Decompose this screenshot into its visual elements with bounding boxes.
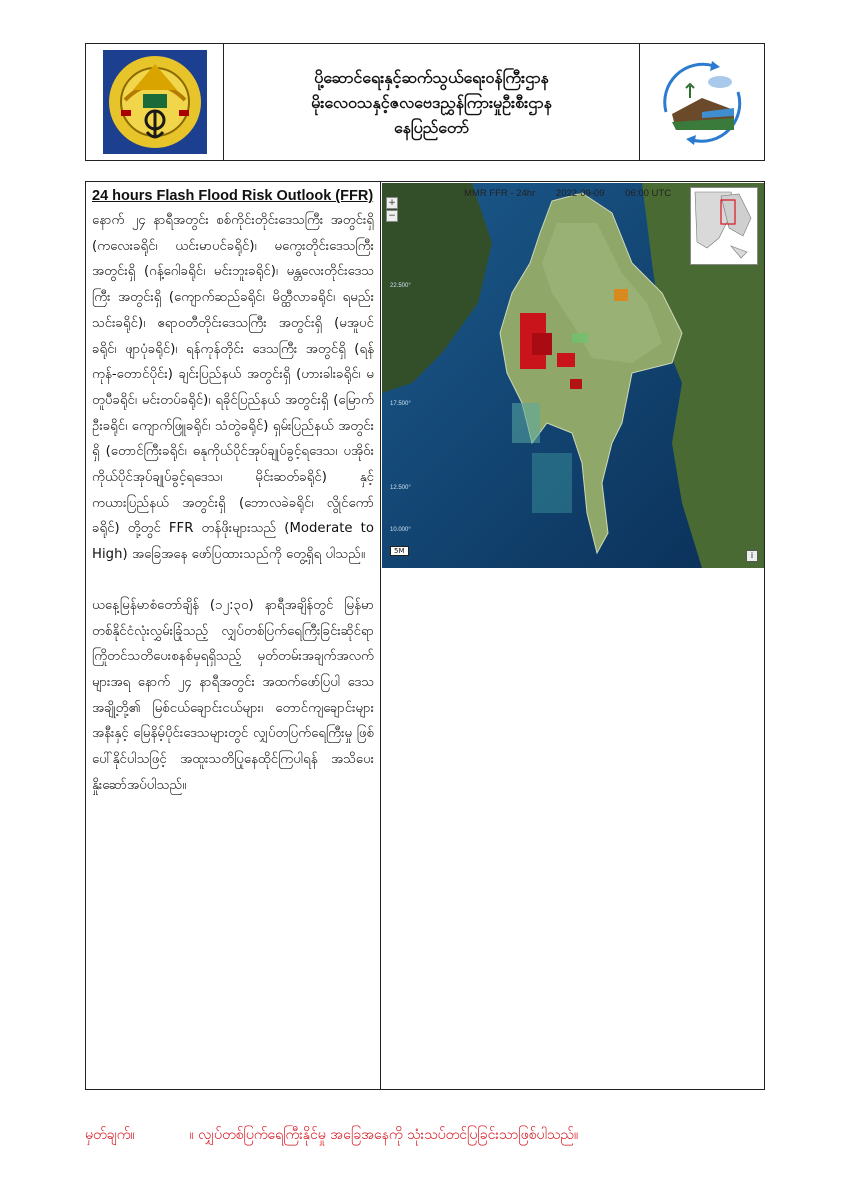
- footer-note: [85, 1125, 775, 1146]
- map-column: [381, 182, 764, 1089]
- lat-label: 22.500°: [390, 283, 411, 289]
- map-caption: [464, 188, 689, 199]
- ministry-logo-cell: [86, 44, 224, 160]
- moderate-risk-area: [557, 353, 575, 367]
- lat-label: 10.000°: [390, 527, 411, 533]
- ministry-name: ပို့ဆောင်ရေးနှင့်ဆက်သွယ်ရေးဝန်ကြီးဌာန: [314, 67, 549, 87]
- header-titles: [224, 44, 639, 160]
- ministry-logo: [103, 50, 207, 154]
- moderate-risk-area-3: [570, 379, 582, 389]
- footer-text: ။ လျှပ်တစ်ပြက်ရေကြီးနိုင်မှု အခြေအနေကို သုံးသပ်တင်ပြခြင်းသာဖြစ်ပါသည်။: [189, 1127, 579, 1143]
- document-header: [85, 43, 765, 161]
- department-name: မိုးလေဝသနှင့်ဇလဗေဒညွှန်ကြားမှုဦးစီးဌာန: [311, 92, 552, 112]
- light-risk-area: [572, 333, 588, 343]
- lat-label: 12.500°: [390, 485, 411, 491]
- moderate-risk-area-2: [614, 289, 628, 301]
- map-product: MMR FFR - 24hr: [464, 188, 536, 199]
- locator-inset-map[interactable]: [690, 187, 758, 265]
- map-time: 06:00 UTC: [625, 188, 672, 199]
- locator-inset-canvas: [691, 188, 757, 264]
- risk-description-paragraph: နောက် ၂၄ နာရီအတွင်း စစ်ကိုင်းတိုင်းဒေသကြီး အတွင်းရှိ (ကလေးခရိုင်၊ ယင်းမာပင်ခရိုင်)၊ မကွေးတိုင်းဒေသကြီး အတွင်းရှိ (ဂန့်ဂေါခရိုင်၊ မင်းဘူးခရိုင်)၊ မန္တလေးတိုင်းဒေသကြီး အတွင်းရှိ (ကျောက်ဆည်ခရိုင်၊ မိတ္ထီလာခရိုင်၊ ရမည်းသင်းခရိုင်)၊ ဧရာဝတီတိုင်းဒေသကြီး အတွင်းရှိ (မအူပင်ခရိုင်၊ ဖျာပုံခရိုင်)၊ ရန်ကုန်တိုင်း ဒေသကြီး အတွင်ရှိ (ရန်ကုန်-တောင်ပိုင်း) ချင်းပြည်နယ် အတွင်းရှိ (ဟားခါးခရိုင်၊ မတူပီခရိုင်၊ မင်းတပ်ခရိုင်)၊ ရခိုင်ပြည်နယ် အတွင်းရှိ (မြောက်ဦးခရိုင်၊ ကျောက်ဖြူခရိုင်၊ သံတွဲခရိုင်) ရှမ်းပြည်နယ် အတွင်းရှိ (တောင်ကြီးခရိုင်၊ ဓနုကိုယ်ပိုင်အုပ်ချုပ်ခွင့်ရဒေသ၊ ပအိုဝ်းကိုယ်ပိုင်အုပ်ချုပ်ခွင့်ရဒေသ၊ မိုင်းဆတ်ခရိုင်) နှင့် ကယားပြည်နယ် အတွင်းရှိ (ဘောလခဲခရိုင်၊ လွိုင်ကော်ခရိုင်) တို့တွင် FFR တန်ဖိုးများသည် (Moderate to High) အခြေအနေ ဖော်ပြထားသည်ကို တွေ့ရှိရ ပါသည်။: [92, 213, 374, 563]
- high-risk-area-2: [532, 333, 552, 355]
- zoom-in-button[interactable]: +: [386, 197, 398, 209]
- hydrology-logo-cell: [639, 44, 764, 160]
- map-scale-bar: 5M: [390, 546, 409, 556]
- advisory-paragraph: ယနေ့မြန်မာစံတော်ချိန် (၁၂:၃၀) နာရီအချိန်တွင် မြန်မာတစ်နိုင်ငံလုံးလွှမ်းခြုံသည့် လျှပ်တစ်ပြက်ရေကြီးခြင်းဆိုင်ရာ ကြိုတင်သတိပေးစနစ်မှရရှိသည့် မှတ်တမ်းအချက်အလက်များအရ နောက် ၂၄ နာရီအတွင်း အထက်ဖော်ပြပါ ဒေသအချို့တို့၏ မြစ်ငယ်ချောင်းငယ်များ၊ တောင်ကျချောင်းများ အနီးနှင့် မြေနိမ့်ပိုင်းဒေသများတွင် လျှပ်တပြက်ရေကြီးမှု ဖြစ်ပေါ်နိုင်ပါသဖြင့် အထူးသတိပြုနေထိုင်ကြပါရန် အသိပေးနှိုးဆော်အပ်ပါသည်။: [92, 597, 374, 793]
- city-name: နေပြည်တော်: [393, 117, 470, 137]
- hydrology-logo: [652, 52, 752, 152]
- content-table: [85, 181, 765, 1090]
- map-info-button[interactable]: i: [746, 550, 758, 562]
- ffr-map[interactable]: [382, 183, 764, 568]
- map-date: 2022-09-09: [555, 188, 605, 199]
- lat-label: 17.500°: [390, 401, 411, 407]
- zoom-out-button[interactable]: −: [386, 210, 398, 222]
- light-risk-area-2: [512, 403, 540, 443]
- footer-label: မှတ်ချက်။: [85, 1127, 135, 1143]
- text-column: [86, 182, 381, 1089]
- section-title: 24 hours Flash Flood Risk Outlook (FFR): [92, 188, 374, 204]
- light-risk-area-3: [532, 453, 572, 513]
